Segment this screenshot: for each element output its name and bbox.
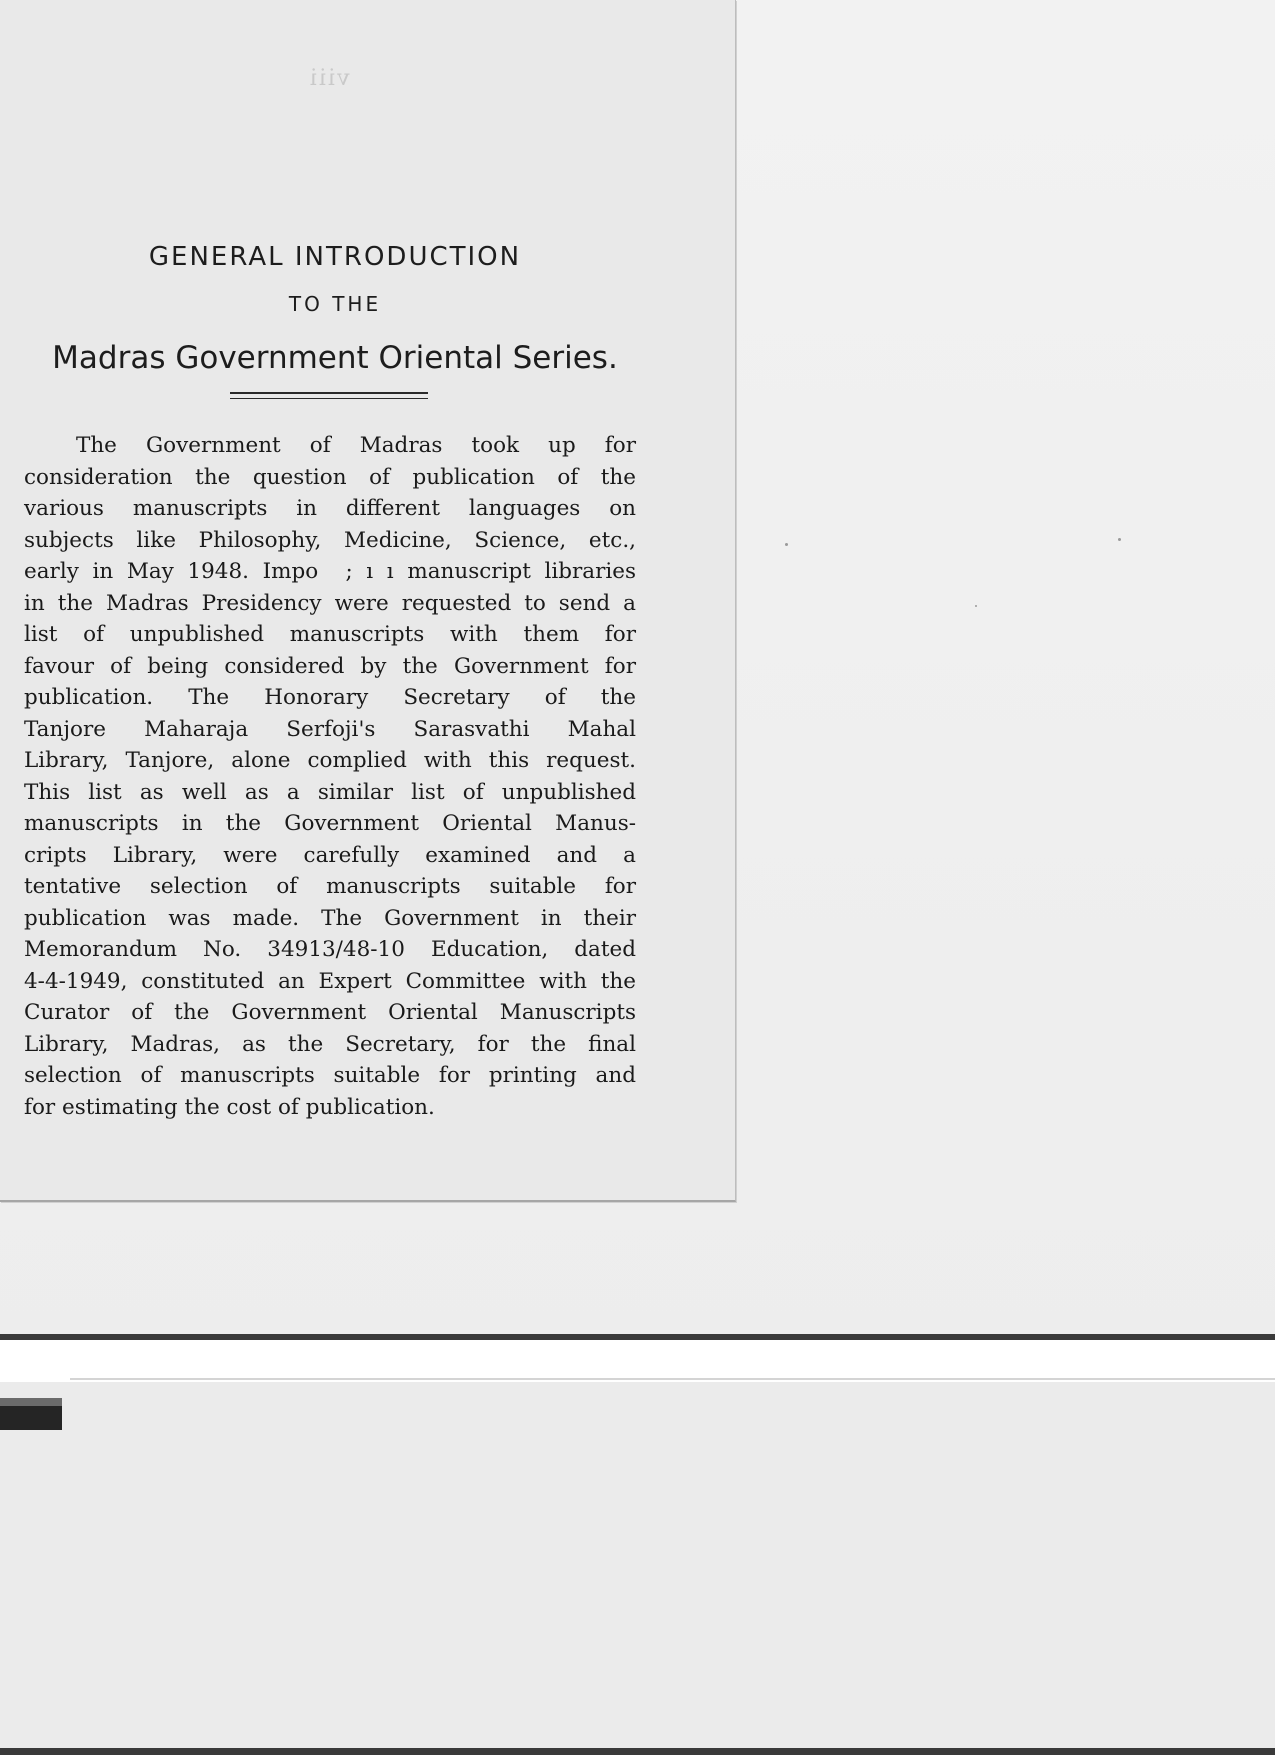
scan-speck (785, 543, 788, 546)
body-line: The Government of Madras took up for (76, 433, 636, 458)
body-paragraph (24, 430, 636, 1123)
title-to-the: TO THE (288, 292, 382, 316)
document-page (0, 0, 736, 1202)
double-rule-divider (230, 392, 428, 399)
scanner-white-strip (0, 1340, 1275, 1382)
body-line: consideration the question of publication of the (24, 464, 636, 490)
body-line: Memorandum No. 34913/48-10 Education, dated (24, 937, 636, 962)
body-line: subjects like Philosophy, Medicine, Science, etc., (24, 527, 636, 553)
body-line: 4-4-1949, constituted an Expert Committee with the (24, 968, 636, 994)
body-line: Curator of the Government Oriental Manuscripts (24, 1000, 636, 1025)
body-line: in the Madras Presidency were requested to send a (24, 590, 636, 616)
scanner-bottom-band (0, 1748, 1275, 1755)
body-line: publication. The Honorary Secretary of the (24, 685, 636, 710)
body-line: list of unpublished manuscripts with them for (24, 622, 636, 647)
body-line: favour of being considered by the Government for (24, 653, 636, 679)
dark-edge-tab (0, 1398, 62, 1430)
body-line: Library, Tanjore, alone complied with this request. (24, 748, 636, 773)
lower-blank-sheet (0, 1382, 1275, 1755)
body-line: tentative selection of manuscripts suitable for (24, 874, 636, 899)
body-line: This list as well as a similar list of unpublished (24, 779, 636, 805)
bleed-through-page-number: viii (308, 66, 350, 91)
body-line: various manuscripts in different languages on (24, 496, 636, 521)
body-line: for estimating the cost of publication. (24, 1094, 435, 1120)
scan-speck (1118, 538, 1121, 541)
body-line: publication was made. The Government in their (24, 905, 636, 931)
body-line: selection of manuscripts suitable for printing and (24, 1063, 636, 1088)
series-title: Madras Government Oriental Series. (52, 340, 618, 376)
body-line: manuscripts in the Government Oriental Manus- (24, 811, 636, 836)
body-line: early in May 1948. Impo ; ı ı manuscript libraries (24, 559, 636, 584)
faint-paper-edge (70, 1378, 1275, 1380)
body-line: Library, Madras, as the Secretary, for the final (24, 1031, 636, 1057)
body-line: cripts Library, were carefully examined and a (24, 842, 636, 868)
body-line: Tanjore Maharaja Serfoji's Sarasvathi Mahal (24, 716, 636, 742)
scan-speck (975, 605, 977, 607)
title-general-introduction: GENERAL INTRODUCTION (148, 242, 522, 272)
